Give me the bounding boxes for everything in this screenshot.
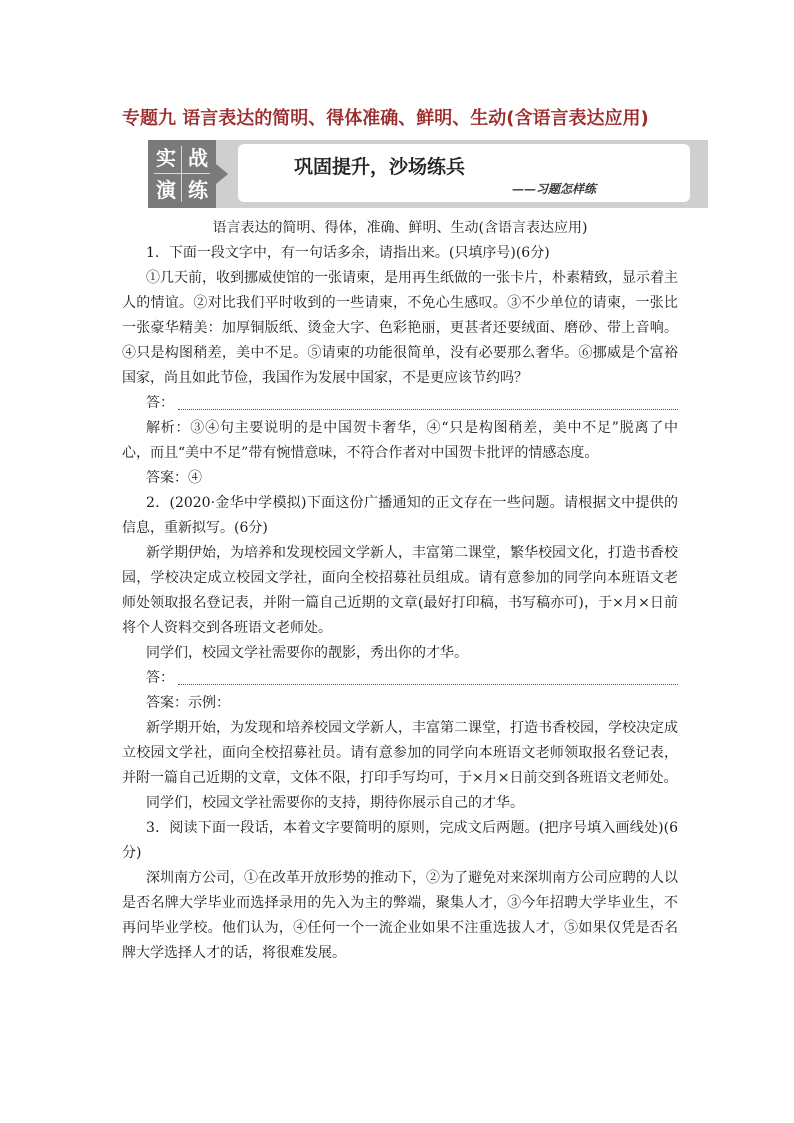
q1-passage: ①几天前，收到挪威使馆的一张请柬，是用再生纸做的一张卡片，朴素精致，显示着主人的情谊。②对比我们平时收到的一些请柬，不免心生感叹。③不少单位的请柬，一张比一张豪华精美：加厚铜版纸、烫金大字、色彩艳丽，更甚者还要绒面、磨砂、带上音响。④只是构图稍差，美中不足。⑤请柬的功能很简单，没有必要那么奢华。⑥挪威是个富裕国家，尚且如此节俭，我国作为发展中国家，不是更应该节约吗？ xyxy=(122,270,678,386)
answer-blank[interactable] xyxy=(178,683,678,685)
badge-char: 实 xyxy=(156,146,176,170)
page-title: 专题九 语言表达的简明、得体准确、鲜明、生动(含语言表达应用) xyxy=(122,108,649,129)
banner-card xyxy=(238,144,690,202)
answer-label: 答： xyxy=(146,670,174,686)
badge-divider xyxy=(154,173,210,174)
q2-answer-row xyxy=(122,666,678,691)
answer-blank[interactable] xyxy=(178,408,678,410)
q1-answer: 答案：④ xyxy=(146,470,202,486)
document-body xyxy=(122,216,678,966)
practice-badge xyxy=(148,140,216,208)
q1-analysis: 解析：③④句主要说明的是中国贺卡奢华，④“只是构图稍差，美中不足”脱离了中心，而且“美中不足”带有惋惜意味，不符合作者对中国贺卡批评的情感态度。 xyxy=(122,420,678,461)
q2-answer-head: 答案：示例： xyxy=(146,695,230,711)
q2-notice-closing: 同学们，校园文学社需要你的靓影，秀出你的才华。 xyxy=(146,645,468,661)
q3-stem: 3．阅读下面一段话，本着文字要简明的原则，完成文后两题。(把序号填入画线处)(6分) xyxy=(122,820,678,861)
badge-char: 战 xyxy=(188,146,208,170)
q2-sample-closing: 同学们，校园文学社需要你的支持，期待你展示自己的才华。 xyxy=(146,795,524,811)
banner-subheading: ——习题怎样练 xyxy=(512,182,597,196)
q1-stem: 1．下面一段文字中，有一句话多余，请指出来。(只填序号)(6分) xyxy=(146,245,550,261)
badge-char: 练 xyxy=(188,178,208,202)
section-subtitle: 语言表达的简明、得体，准确、鲜明、生动(含语言表达应用) xyxy=(212,220,588,236)
section-banner xyxy=(148,140,708,208)
q1-answer-row xyxy=(122,391,678,416)
banner-heading: 巩固提升，沙场练兵 xyxy=(294,156,466,178)
q2-notice-paragraph: 新学期伊始，为培养和发现校园文学新人，丰富第二课堂，繁华校园文化，打造书香校园，学校决定成立校园文学社，面向全校招募社员组成。请有意参加的同学向本班语文老师处领取报名登记表，并附一篇自己近期的文章(最好打印稿，书写稿亦可)，于×月×日前将个人资料交到各班语文老师处。 xyxy=(122,545,678,636)
answer-label: 答： xyxy=(146,395,174,411)
badge-divider xyxy=(181,146,182,202)
badge-char: 演 xyxy=(156,178,176,202)
q2-sample-paragraph: 新学期开始，为发现和培养校园文学新人，丰富第二课堂，打造书香校园，学校决定成立校园文学社，面向全校招募社员。请有意参加的同学向本班语文老师领取报名登记表，并附一篇自己近期的文章，文体不限，打印手写均可，于×月×日前交到各班语文老师处。 xyxy=(122,720,678,786)
q2-stem: 2．(2020·金华中学模拟)下面这份广播通知的正文存在一些问题。请根据文中提供的信息，重新拟写。(6分) xyxy=(122,495,678,536)
arrow-right-icon xyxy=(216,164,228,184)
q3-passage: 深圳南方公司，①在改革开放形势的推动下，②为了避免对来深圳南方公司应聘的人以是否名牌大学毕业而选择录用的先入为主的弊端，聚集人才，③今年招聘大学毕业生，不再问毕业学校。他们认为，④任何一个一流企业如果不注重选拔人才，⑤如果仅凭是否名牌大学选择人才的话，将很难发展。 xyxy=(122,870,678,961)
